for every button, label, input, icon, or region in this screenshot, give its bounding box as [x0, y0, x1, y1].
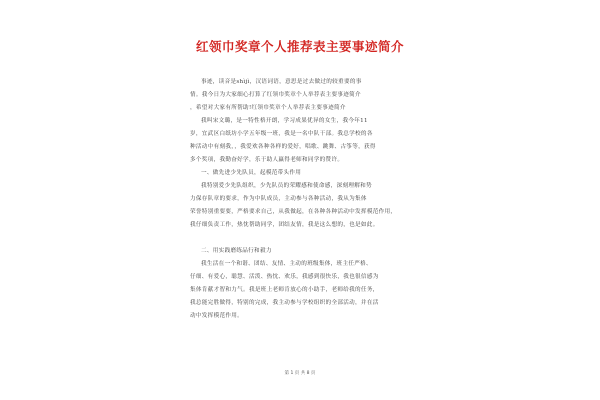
- paragraph-line: 岁，宜武区白纸坊小学五年级一班，我是一名中队干部。我总学校的各: [190, 131, 373, 137]
- paragraph-gap: [190, 232, 412, 245]
- paragraph-line: 我叫宋文璐，是一特性格开朗，学习成果优异的女生，我今年11: [201, 118, 368, 124]
- document-body: [190, 76, 412, 323]
- section-heading-2: 二、用实践磨练品行和毅力: [201, 248, 272, 254]
- page-number-footer: 第 1 页 共 8 页: [284, 371, 316, 376]
- paragraph-line: 我仔细负责工作，热忱帮助同学，团结友情，我是这么想的，也是如此。: [190, 222, 379, 228]
- paragraph-line: 多个奖项，我勤奋好学，乐于助人赢得老师和同学的赞许。: [190, 157, 344, 163]
- section-heading-1: 一、做先进少先队员，起模范带头作用: [201, 170, 302, 176]
- paragraph-line: 仔细、有爱心，聪慧、活泼、热忱、欢乐，我感到很快乐，我也很信感为: [190, 274, 379, 280]
- paragraph-line: 荣誉特别重要要，严格要求自己，从我做起，在各种各种活动中发挥模范作用，: [190, 209, 397, 215]
- paragraph-line: 动中发挥模范作用。: [190, 313, 244, 319]
- paragraph-line: 种活动中有刻我，，我爱欢各种各样的爱好，唱歌、跳舞、古筝等，获得: [190, 144, 376, 150]
- document-title: 红领巾奖章个人推荐表主要事迹简介: [195, 39, 404, 54]
- paragraph-line: 我生活在一个和谐、团结、友情、主动的班级集体，班主任严格、: [201, 261, 372, 267]
- paragraph-line: ，希望对大家有所帮助!红领巾奖章个人举荐表主要事迹简介: [190, 105, 346, 111]
- paragraph-line: 集体肯献才智和力气。我是班上老师肯放心的小助手，老师给我的任务，: [190, 287, 379, 293]
- paragraph-line: 情。我今日为大家细心打算了红领巾奖章个人举荐表主要事迹简介: [190, 92, 361, 98]
- paragraph-line: 力保存队章的要求，作为中队成员，主动参与各种活动，我从为集体: [190, 196, 367, 202]
- paragraph-line: 我总能完胜做得，特别的完成，我主动参与学校组织的全部活动，并在活: [190, 300, 379, 306]
- paragraph-line: 事迹，读音是shìjì，汉语词语，意思是过去做过的较重要的事: [201, 79, 362, 85]
- paragraph-line: 我特别爱少先队组织，少先队员的荣耀感和使命感，深刻理解和势: [201, 183, 372, 189]
